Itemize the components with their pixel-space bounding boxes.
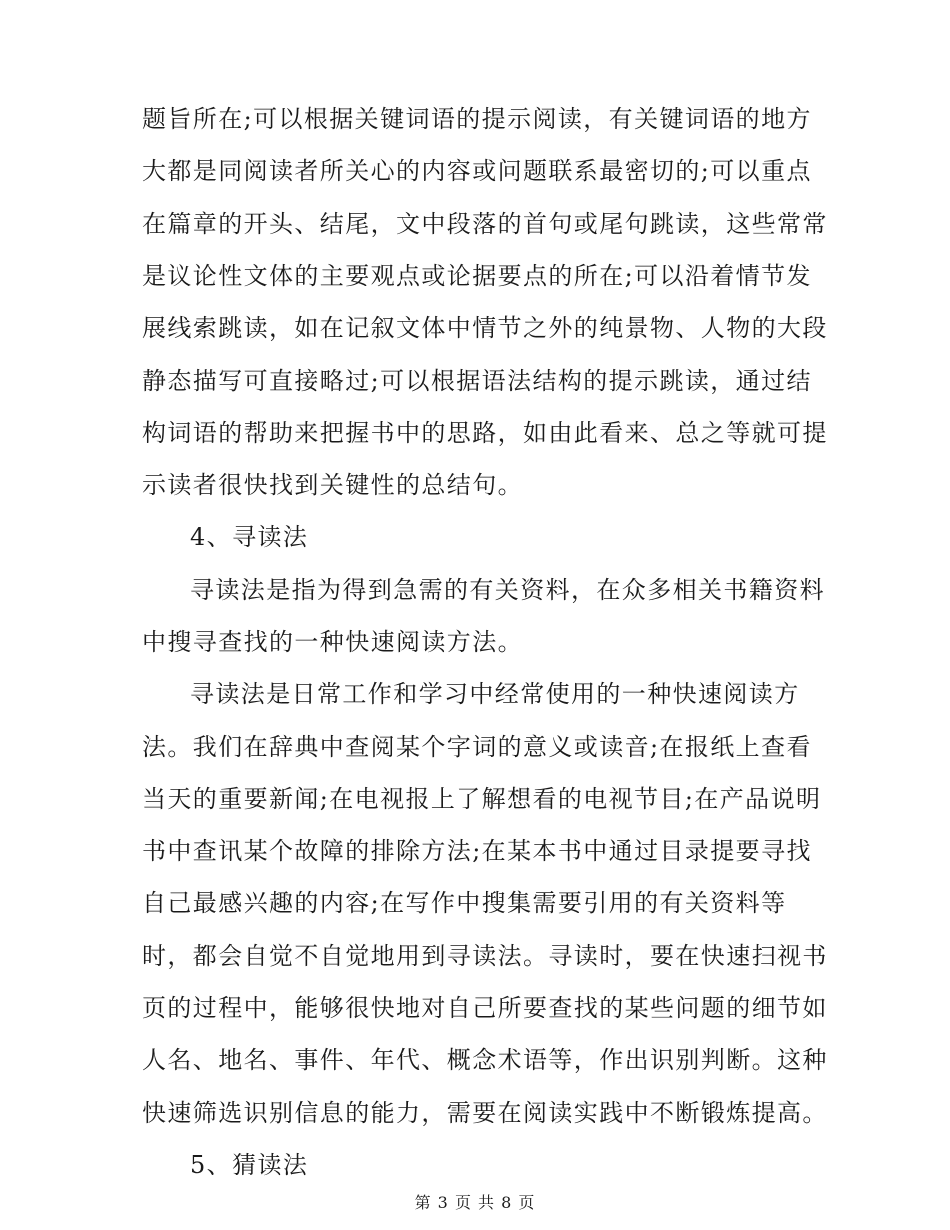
body-text-line: 在篇章的开头、结尾，文中段落的首句或尾句跳读，这些常常 <box>142 210 828 238</box>
body-text-line: 大都是同阅读者所关心的内容或问题联系最密切的;可以重点 <box>142 157 812 185</box>
body-text-line: 快速筛选识别信息的能力，需要在阅读实践中不断锻炼提高。 <box>142 1099 828 1127</box>
body-text-line: 人名、地名、事件、年代、概念术语等，作出识别判断。这种 <box>142 1046 828 1074</box>
body-text-line: 是议论性文体的主要观点或论据要点的所在;可以沿着情节发 <box>142 262 812 290</box>
body-text-line: 寻读法是日常工作和学习中经常使用的一种快速阅读方 <box>190 680 800 708</box>
section-heading: 4、寻读法 <box>190 523 309 551</box>
body-text-line: 书中查讯某个故障的排除方法;在某本书中通过目录提要寻找 <box>142 837 812 865</box>
body-text-line: 时，都会自觉不自觉地用到寻读法。寻读时，要在快速扫视书 <box>142 942 828 970</box>
body-text-line: 展线索跳读，如在记叙文体中情节之外的纯景物、人物的大段 <box>142 314 828 342</box>
body-text-line: 寻读法是指为得到急需的有关资料，在众多相关书籍资料 <box>190 576 825 604</box>
body-text-line: 页的过程中，能够很快地对自己所要查找的某些问题的细节如 <box>142 994 828 1022</box>
body-text-line: 自己最感兴趣的内容;在写作中搜集需要引用的有关资料等 <box>142 889 787 917</box>
body-text-line: 示读者很快找到关键性的总结句。 <box>142 471 523 499</box>
body-text-line: 当天的重要新闻;在电视报上了解想看的电视节目;在产品说明 <box>142 785 822 813</box>
section-heading: 5、猜读法 <box>190 1151 309 1179</box>
page-number-footer: 第 3 页 共 8 页 <box>414 1193 536 1212</box>
body-text-line: 中搜寻查找的一种快速阅读方法。 <box>142 628 523 656</box>
body-text-line: 法。我们在辞典中查阅某个字词的意义或读音;在报纸上查看 <box>142 733 812 761</box>
body-text-line: 构词语的帮助来把握书中的思路，如由此看来、总之等就可提 <box>142 419 828 447</box>
body-text-line: 静态描写可直接略过;可以根据语法结构的提示跳读，通过结 <box>142 367 812 395</box>
body-text-line: 题旨所在;可以根据关键词语的提示阅读，有关键词语的地方 <box>142 105 812 133</box>
